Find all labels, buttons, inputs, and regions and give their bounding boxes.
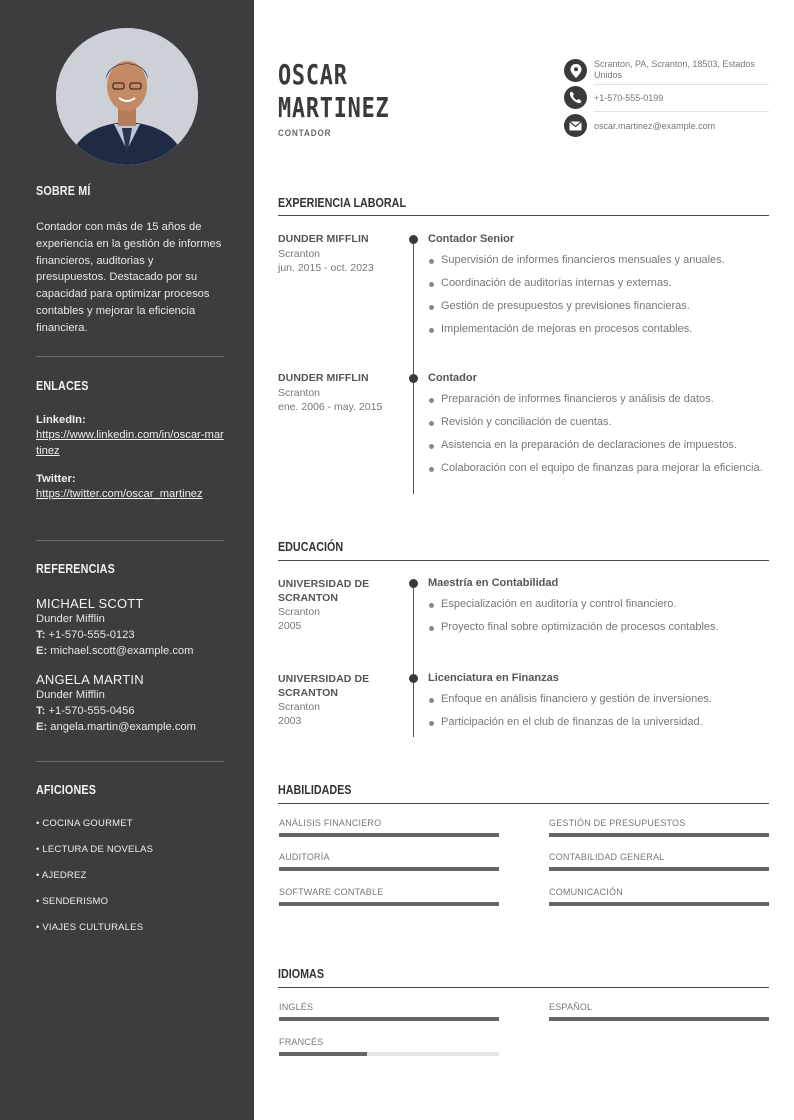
- list-item: Participación en el club de finanzas de la universidad.: [428, 715, 768, 731]
- portrait-image: [56, 28, 198, 165]
- link-item: [36, 414, 224, 459]
- experience-details: [428, 233, 768, 345]
- divider: [36, 356, 224, 357]
- skill-bar: [549, 902, 769, 906]
- contact-phone[interactable]: +1-570-555-0199: [594, 93, 664, 103]
- link-label-linkedin: LinkedIn:: [36, 414, 86, 426]
- experience-details: [428, 372, 768, 484]
- timeline-dot: [409, 374, 418, 383]
- divider: [36, 761, 224, 762]
- section-rule: [278, 215, 769, 216]
- section-rule: [278, 987, 769, 988]
- graduation-year: 2003: [278, 715, 302, 727]
- company-location: Scranton: [278, 247, 321, 260]
- list-item: Supervisión de informes financieros mensuales y anuales.: [428, 253, 768, 269]
- reference-company: Dunder Mifflin: [36, 613, 105, 625]
- education-list: [428, 597, 768, 636]
- company-name: DUNDER MIFFLIN: [278, 233, 369, 245]
- location-pin-icon: [564, 59, 587, 82]
- skill-bar: [549, 867, 769, 871]
- languages-heading: IDIOMAS: [278, 967, 324, 981]
- contact-address: Scranton, PA, Scranton, 18503, Estados Unidos: [594, 59, 755, 80]
- degree-title: Licenciatura en Finanzas: [428, 672, 559, 684]
- about-text: Contador con más de 15 años de experiencia en la gestión de informes financieros, auditorias y presupuestos. Destacado por su capacidad para optimizar procesos contables y mejorar la eficiencia financiera.: [36, 221, 222, 334]
- links-heading: ENLACES: [36, 379, 89, 393]
- employment-dates: ene. 2006 - may. 2015: [278, 400, 383, 413]
- list-item: Colaboración con el equipo de finanzas para mejorar la eficiencia.: [428, 461, 768, 477]
- skill-bar: [549, 833, 769, 837]
- reference-item: [36, 596, 224, 659]
- position-title: Contador: [428, 372, 477, 384]
- hobbies-section: [36, 783, 224, 948]
- language-bar: [279, 1017, 499, 1021]
- skill-name: AUDITORÍA: [279, 852, 330, 862]
- language-name: INGLÉS: [279, 1002, 314, 1012]
- language-item: [279, 1002, 499, 1021]
- list-item: Especialización en auditoría y control financiero.: [428, 597, 768, 613]
- envelope-icon: [564, 114, 587, 137]
- timeline-dot: [409, 579, 418, 588]
- skill-name: COMUNICACIÓN: [549, 887, 623, 897]
- list-item: Enfoque en análisis financiero y gestión de inversiones.: [428, 692, 768, 708]
- experience-meta: [278, 372, 398, 414]
- phone-icon: [564, 86, 587, 109]
- last-name: MARTINEZ: [278, 91, 390, 124]
- skills-heading: HABILIDADES: [278, 783, 352, 797]
- position-title: Contador Senior: [428, 233, 515, 245]
- divider: [594, 84, 769, 85]
- timeline-dot: [409, 235, 418, 244]
- reference-phone: T: +1-570-555-0456: [36, 705, 135, 717]
- about-heading: SOBRE MÍ: [36, 184, 91, 198]
- company-location: Scranton: [278, 386, 321, 399]
- timeline-line: [413, 583, 414, 737]
- first-name: OSCAR: [278, 58, 348, 91]
- company-name: DUNDER MIFFLIN: [278, 372, 369, 384]
- link-label-twitter: Twitter:: [36, 473, 76, 485]
- skill-item: [549, 887, 769, 906]
- hobby-item: • LECTURA DE NOVELAS: [36, 844, 154, 855]
- reference-email: E: angela.martin@example.com: [36, 721, 196, 733]
- full-name: [278, 58, 389, 124]
- language-bar: [549, 1017, 769, 1021]
- experience-meta: [278, 233, 398, 275]
- profile-photo: [56, 28, 198, 165]
- list-item: Implementación de mejoras en procesos contables.: [428, 322, 768, 338]
- list-item: Proyecto final sobre optimización de procesos contables.: [428, 620, 768, 636]
- language-name: FRANCÉS: [279, 1037, 324, 1047]
- list-item: Asistencia en la preparación de declaraciones de impuestos.: [428, 438, 768, 454]
- link-item: [36, 473, 224, 503]
- reference-phone: T: +1-570-555-0123: [36, 629, 135, 641]
- skill-item: [279, 818, 499, 837]
- education-meta: [278, 673, 388, 728]
- reference-name: ANGELA MARTIN: [36, 672, 144, 687]
- hobbies-heading: AFICIONES: [36, 783, 97, 797]
- hobby-item: • COCINA GOURMET: [36, 818, 133, 829]
- list-item: Coordinación de auditorías internas y externas.: [428, 276, 768, 292]
- skill-name: SOFTWARE CONTABLE: [279, 887, 384, 897]
- responsibilities-list: [428, 392, 768, 477]
- contact-email[interactable]: oscar.martinez@example.com: [594, 121, 716, 131]
- skill-name: GESTIÓN DE PRESUPUESTOS: [549, 818, 686, 828]
- about-section: [36, 184, 224, 337]
- list-item: Preparación de informes financieros y análisis de datos.: [428, 392, 768, 408]
- employment-dates: jun. 2015 - oct. 2023: [278, 261, 374, 274]
- graduation-year: 2005: [278, 620, 302, 632]
- timeline-dot: [409, 674, 418, 683]
- contact-block: [564, 58, 769, 148]
- skill-item: [279, 852, 499, 871]
- skill-name: ANÁLISIS FINANCIERO: [279, 818, 382, 828]
- language-item: [279, 1037, 499, 1056]
- reference-email: E: michael.scott@example.com: [36, 645, 194, 657]
- hobby-item: • SENDERISMO: [36, 896, 109, 907]
- skill-item: [549, 818, 769, 837]
- hobby-item: • VIAJES CULTURALES: [36, 922, 144, 933]
- degree-title: Maestría en Contabilidad: [428, 577, 559, 589]
- language-name: ESPAÑOL: [549, 1002, 593, 1012]
- language-bar: [279, 1052, 499, 1056]
- twitter-link[interactable]: https://twitter.com/oscar_martinez: [36, 488, 203, 500]
- experience-heading: EXPERIENCIA LABORAL: [278, 196, 407, 210]
- skill-item: [549, 852, 769, 871]
- hobby-item: • AJEDREZ: [36, 870, 87, 881]
- divider: [594, 111, 769, 112]
- links-section: [36, 379, 224, 503]
- skill-name: CONTABILIDAD GENERAL: [549, 852, 665, 862]
- education-heading: EDUCACIÓN: [278, 540, 344, 554]
- school-name: UNIVERSIDAD DE SCRANTON: [278, 578, 370, 604]
- reference-item: [36, 672, 224, 735]
- section-rule: [278, 560, 769, 561]
- divider: [36, 540, 224, 541]
- school-location: Scranton: [278, 606, 321, 618]
- section-rule: [278, 803, 769, 804]
- timeline-line: [413, 239, 414, 494]
- list-item: Gestión de presupuestos y previsiones financieras.: [428, 299, 768, 315]
- sidebar: [0, 0, 254, 1120]
- references-section: [36, 562, 224, 735]
- skill-bar: [279, 902, 499, 906]
- school-name: UNIVERSIDAD DE SCRANTON: [278, 673, 370, 699]
- education-list: [428, 692, 768, 731]
- linkedin-link[interactable]: https://www.linkedin.com/in/oscar-martinez: [36, 429, 224, 457]
- responsibilities-list: [428, 253, 768, 338]
- list-item: Revisión y conciliación de cuentas.: [428, 415, 768, 431]
- references-heading: REFERENCIAS: [36, 562, 115, 576]
- education-details: [428, 577, 768, 643]
- reference-company: Dunder Mifflin: [36, 689, 105, 701]
- reference-name: MICHAEL SCOTT: [36, 596, 144, 611]
- education-meta: [278, 578, 388, 633]
- skill-item: [279, 887, 499, 906]
- school-location: Scranton: [278, 701, 321, 713]
- language-item: [549, 1002, 769, 1021]
- job-title: CONTADOR: [278, 128, 332, 138]
- skill-bar: [279, 833, 499, 837]
- skill-bar: [279, 867, 499, 871]
- education-details: [428, 672, 768, 738]
